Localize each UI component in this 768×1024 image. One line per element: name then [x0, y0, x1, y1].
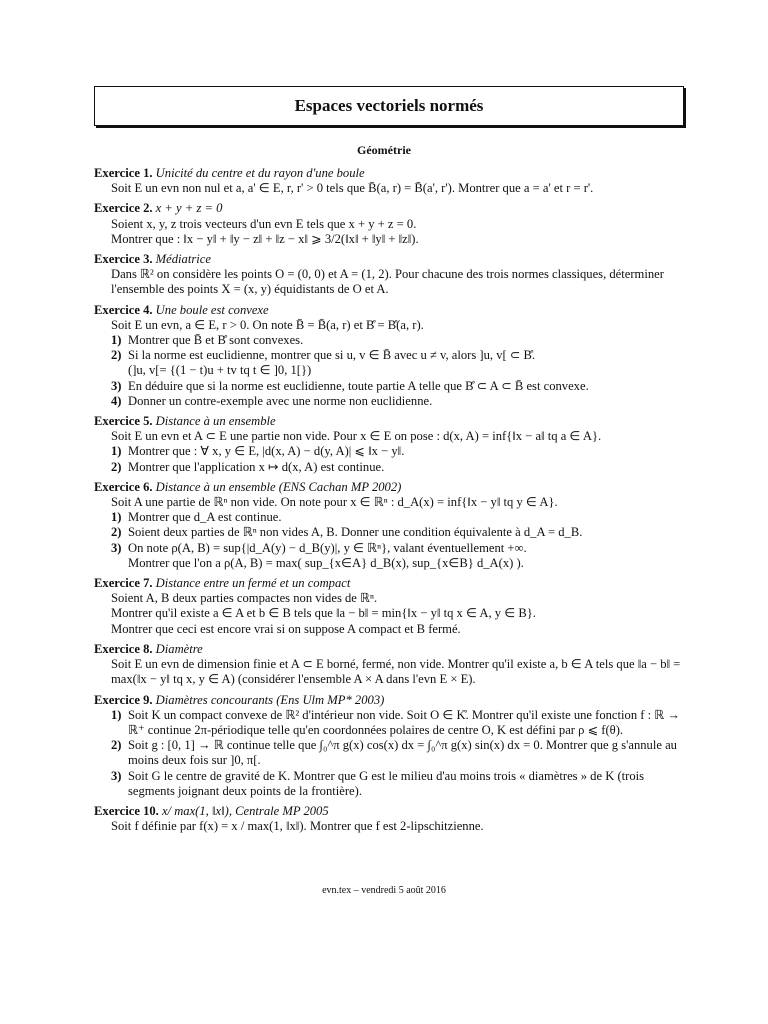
- question-wrapper: [128, 738, 684, 768]
- question-list: [111, 510, 684, 571]
- exercise-text: Soit E un evn, a ∈ E, r > 0. On note B̄ = B̄(a, r) et B̊ = B̊(a, r).: [111, 317, 424, 332]
- document-title: Espaces vectoriels normés: [294, 96, 484, 115]
- exercise-text: Soit E un evn de dimension finie et A ⊂ E borné, fermé, non vide. Montrer qu'il existe a, b ∈ A tels que ‖a − b‖ = max(‖x − y‖ tq x, y ∈ A) (considérer l'ensemble A × A dans l'evn E × E).: [111, 657, 681, 687]
- question-text: Donner un contre-exemple avec une norme non euclidienne.: [128, 393, 433, 408]
- exercise-text: Montrer que ceci est encore vrai si on suppose A compact et B fermé.: [111, 621, 461, 636]
- exercise-heading: [94, 166, 684, 181]
- exercise: [94, 693, 684, 799]
- question-text: Soit g : [0, 1] → ℝ continue telle que ∫₀^π g(x) cos(x) dx = ∫₀^π g(x) sin(x) dx = 0. Montrer que g s'annule au moins deux fois sur ]0, π[.: [128, 738, 677, 768]
- exercise-title: Distance à un ensemble: [155, 414, 276, 429]
- exercise: [94, 576, 684, 637]
- exercise-label: Exercice 5.: [94, 414, 153, 429]
- exercise-heading: [94, 804, 684, 819]
- question-number: 1): [111, 510, 122, 525]
- question-list: [111, 708, 684, 799]
- exercise-heading: [94, 252, 684, 267]
- exercise-title: Diamètre: [155, 641, 203, 656]
- question-wrapper: [128, 708, 684, 738]
- question-item: [111, 444, 684, 459]
- exercise-title: Distance à un ensemble (ENS Cachan MP 2002): [155, 479, 402, 494]
- page-footer: evn.tex – vendredi 5 août 2016: [322, 885, 446, 896]
- question-text: Soit K un compact convexe de ℝ² d'intérieur non vide. Soit O ∈ K̊. Montrer qu'il existe une fonction f : ℝ → ℝ⁺ continue 2π-périodique telle qu'en coordonnées polaires de centre O, K est défini par ρ ⩽ f(θ).: [128, 707, 680, 737]
- question-item: [111, 510, 684, 525]
- question-number: 1): [111, 444, 122, 459]
- question-number: 2): [111, 738, 122, 753]
- question-wrapper: [128, 333, 684, 348]
- question-number: 1): [111, 333, 122, 348]
- question-text: Montrer que B̄ et B̊ sont convexes.: [128, 333, 304, 348]
- question-item: [111, 394, 684, 409]
- exercise-heading: [94, 414, 684, 429]
- exercise-heading: [94, 201, 684, 216]
- question-item: [111, 738, 684, 768]
- exercise-title: Unicité du centre et du rayon d'une boule: [155, 166, 365, 180]
- question-item: [111, 769, 684, 799]
- exercise: [94, 804, 684, 834]
- question-text: Montrer que d_A est continue.: [128, 510, 282, 525]
- exercise-text: Dans ℝ² on considère les points O = (0, 0) et A = (1, 2). Pour chacune des trois normes classiques, déterminer l'ensemble des points X = (x, y) équidistants de O et A.: [111, 267, 664, 297]
- exercise-label: Exercice 7.: [94, 576, 153, 591]
- exercise-title: Diamètres concourants (Ens Ulm MP* 2003): [155, 692, 385, 707]
- question-wrapper: [128, 541, 684, 571]
- question-list: [111, 444, 684, 474]
- exercise-heading: [94, 480, 684, 495]
- question-text: Montrer que : ∀ x, y ∈ E, |d(x, A) − d(y, A)| ⩽ ‖x − y‖.: [128, 444, 405, 459]
- exercise: [94, 166, 684, 196]
- exercise-text: Soient A, B deux parties compactes non vides de ℝⁿ.: [111, 591, 378, 606]
- question-number: 2): [111, 348, 122, 363]
- question-wrapper: [128, 769, 684, 799]
- exercise-title: Une boule est convexe: [155, 302, 269, 317]
- question-number: 2): [111, 459, 122, 474]
- question-wrapper: [128, 460, 684, 475]
- question-list: [111, 333, 684, 409]
- exercise-text: Soit A une partie de ℝⁿ non vide. On note pour x ∈ ℝⁿ : d_A(x) = inf{‖x − y‖ tq y ∈ A}.: [111, 495, 558, 510]
- question-text: Soit G le centre de gravité de K. Montrer que G est le milieu d'au moins trois « diamètres » de K (trois segments joignant deux points de la frontière).: [128, 768, 645, 798]
- exercise-list: [94, 166, 684, 839]
- question-wrapper: [128, 525, 684, 540]
- exercise-text: Soit E un evn et A ⊂ E une partie non vide. Pour x ∈ E on pose : d(x, A) = inf{‖x − a‖ tq a ∈ A}.: [111, 429, 602, 444]
- exercise-title: x + y + z = 0: [155, 201, 223, 216]
- question-number: 3): [111, 540, 122, 555]
- exercise: [94, 303, 684, 409]
- exercise: [94, 642, 684, 688]
- question-number: 2): [111, 525, 122, 540]
- exercise-text: Soit f définie par f(x) = x / max(1, ‖x‖). Montrer que f est 2-lipschitzienne.: [111, 819, 484, 834]
- exercise-title: Médiatrice: [155, 252, 211, 267]
- question-text: Montrer que l'application x ↦ d(x, A) est continue.: [128, 459, 385, 474]
- exercise-label: Exercice 8.: [94, 641, 153, 656]
- question-text: Si la norme est euclidienne, montrer que si u, v ∈ B̄ avec u ≠ v, alors ]u, v[ ⊂ B̊.: [128, 348, 536, 363]
- question-continuation: (]u, v[= {(1 − t)u + tv tq t ∈ ]0, 1[}): [128, 363, 312, 378]
- title-box: [94, 86, 684, 126]
- question-wrapper: [128, 379, 684, 394]
- exercise: [94, 201, 684, 247]
- question-item: [111, 460, 684, 475]
- exercise-label: Exercice 4.: [94, 302, 153, 317]
- exercise-heading: [94, 303, 684, 318]
- question-item: [111, 525, 684, 540]
- exercise-label: Exercice 9.: [94, 692, 153, 707]
- question-text: En déduire que si la norme est euclidienne, toute partie A telle que B̊ ⊂ A ⊂ B̄ est convexe.: [128, 378, 589, 393]
- exercise: [94, 480, 684, 571]
- exercise-text: Soient x, y, z trois vecteurs d'un evn E tels que x + y + z = 0.: [111, 216, 417, 231]
- question-item: [111, 333, 684, 348]
- question-wrapper: [128, 444, 684, 459]
- question-wrapper: [128, 394, 684, 409]
- exercise-title: Distance entre un fermé et un compact: [155, 576, 351, 591]
- question-text: Soient deux parties de ℝⁿ non vides A, B. Donner une condition équivalente à d_A = d_B.: [128, 525, 583, 540]
- exercise-text: Montrer qu'il existe a ∈ A et b ∈ B tels que ‖a − b‖ = min{‖x − y‖ tq x ∈ A, y ∈ B}.: [111, 606, 536, 621]
- exercise-heading: [94, 693, 684, 708]
- question-wrapper: [128, 510, 684, 525]
- exercise-heading: [94, 576, 684, 591]
- exercise-label: Exercice 6.: [94, 479, 153, 494]
- question-number: 3): [111, 768, 122, 783]
- section-subtitle: Géométrie: [357, 143, 411, 157]
- exercise: [94, 252, 684, 298]
- question-number: 4): [111, 393, 122, 408]
- question-item: [111, 541, 684, 571]
- exercise-text: Montrer que : ‖x − y‖ + ‖y − z‖ + ‖z − x‖ ⩾ 3/2(‖x‖ + ‖y‖ + ‖z‖).: [111, 231, 419, 246]
- question-number: 3): [111, 378, 122, 393]
- question-item: [111, 708, 684, 738]
- exercise-label: Exercice 10.: [94, 803, 159, 818]
- exercise-label: Exercice 1.: [94, 166, 153, 180]
- exercise-label: Exercice 2.: [94, 201, 153, 216]
- question-continuation: Montrer que l'on a ρ(A, B) = max( sup_{x∈A} d_B(x), sup_{x∈B} d_A(x) ).: [128, 555, 524, 570]
- question-item: [111, 379, 684, 394]
- exercise-heading: [94, 642, 684, 657]
- question-number: 1): [111, 707, 122, 722]
- question-wrapper: [128, 348, 684, 378]
- question-item: [111, 348, 684, 378]
- exercise-text: Soit E un evn non nul et a, a' ∈ E, r, r' > 0 tels que B̄(a, r) = B̄(a', r'). Montrer que a = a' et r = r'.: [111, 181, 594, 196]
- question-text: On note ρ(A, B) = sup{|d_A(y) − d_B(y)|, y ∈ ℝⁿ}, valant éventuellement +∞.: [128, 540, 527, 555]
- exercise: [94, 414, 684, 475]
- exercise-title: x/ max(1, ‖x‖), Centrale MP 2005: [161, 803, 329, 818]
- exercise-label: Exercice 3.: [94, 252, 153, 267]
